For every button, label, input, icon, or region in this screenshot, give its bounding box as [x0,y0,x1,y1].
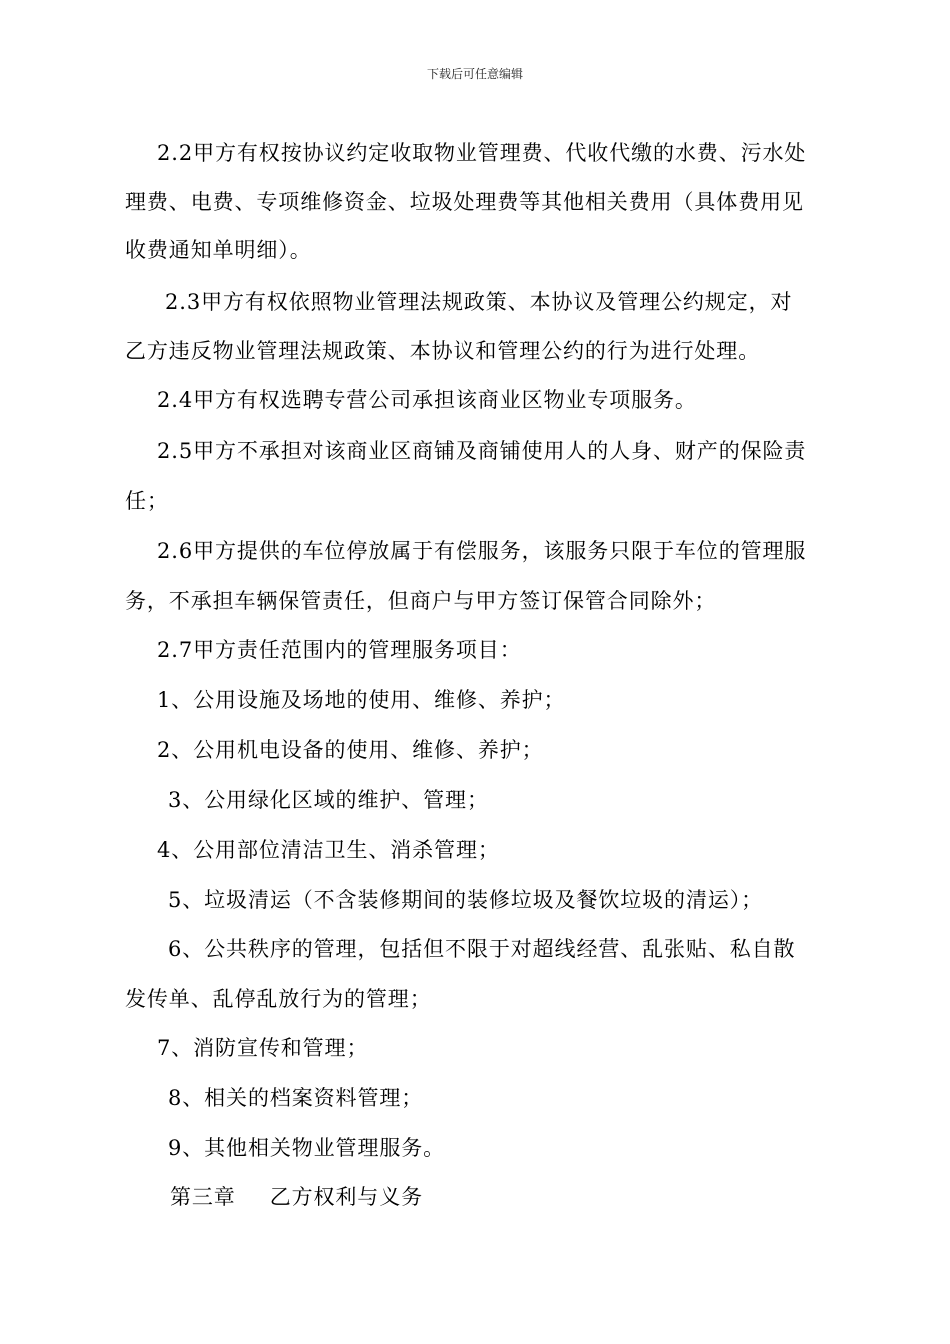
service-item-9: 9、其他相关物业管理服务。 [168,1136,446,1160]
clause-2-6-line-2: 务，不承担车辆保管责任，但商户与甲方签订保管合同除外； [125,589,717,613]
service-item-4: 4、公用部位清洁卫生、消杀管理； [157,838,500,862]
clause-2-5-line-2: 任； [125,489,169,513]
service-item-5: 5、垃圾清运（不含装修期间的装修垃圾及餐饮垃圾的清运）； [168,888,764,912]
clause-2-3-line-1: 2.3甲方有权依照物业管理法规政策、本协议及管理公约规定，对 [165,290,793,314]
clause-2-3-line-2: 乙方违反物业管理法规政策、本协议和管理公约的行为进行处理。 [125,339,761,363]
clause-2-2-line-1: 2.2甲方有权按协议约定收取物业管理费、代收代缴的水费、污水处 [157,141,807,165]
chapter-heading [170,1183,423,1211]
clause-2-4: 2.4甲方有权选聘专营公司承担该商业区物业专项服务。 [157,388,697,412]
chapter-title: 乙方权利与义务 [269,1185,424,1209]
clause-2-7-heading: 2.7甲方责任范围内的管理服务项目： [157,638,522,662]
service-item-1: 1、公用设施及场地的使用、维修、养护； [157,688,566,712]
service-item-7: 7、消防宣传和管理； [157,1036,369,1060]
service-item-3: 3、公用绿化区域的维护、管理； [168,788,489,812]
page-header-note: 下载后可任意编辑 [426,67,523,81]
clause-2-2-line-2: 理费、电费、专项维修资金、垃圾处理费等其他相关费用（具体费用见 [125,190,804,214]
service-item-6-line-2: 发传单、乱停乱放行为的管理； [125,987,432,1011]
clause-2-2-line-3: 收费通知单明细）。 [125,238,312,262]
service-item-8: 8、相关的档案资料管理； [168,1086,424,1110]
clause-2-5-line-1: 2.5甲方不承担对该商业区商铺及商铺使用人的人身、财产的保险责 [157,439,807,463]
service-item-6-line-1: 6、公共秩序的管理，包括但不限于对超线经营、乱张贴、私自散 [168,937,796,961]
chapter-number: 第三章 [170,1185,236,1209]
clause-2-6-line-1: 2.6甲方提供的车位停放属于有偿服务，该服务只限于车位的管理服 [157,539,807,563]
service-item-2: 2、公用机电设备的使用、维修、养护； [157,738,544,762]
